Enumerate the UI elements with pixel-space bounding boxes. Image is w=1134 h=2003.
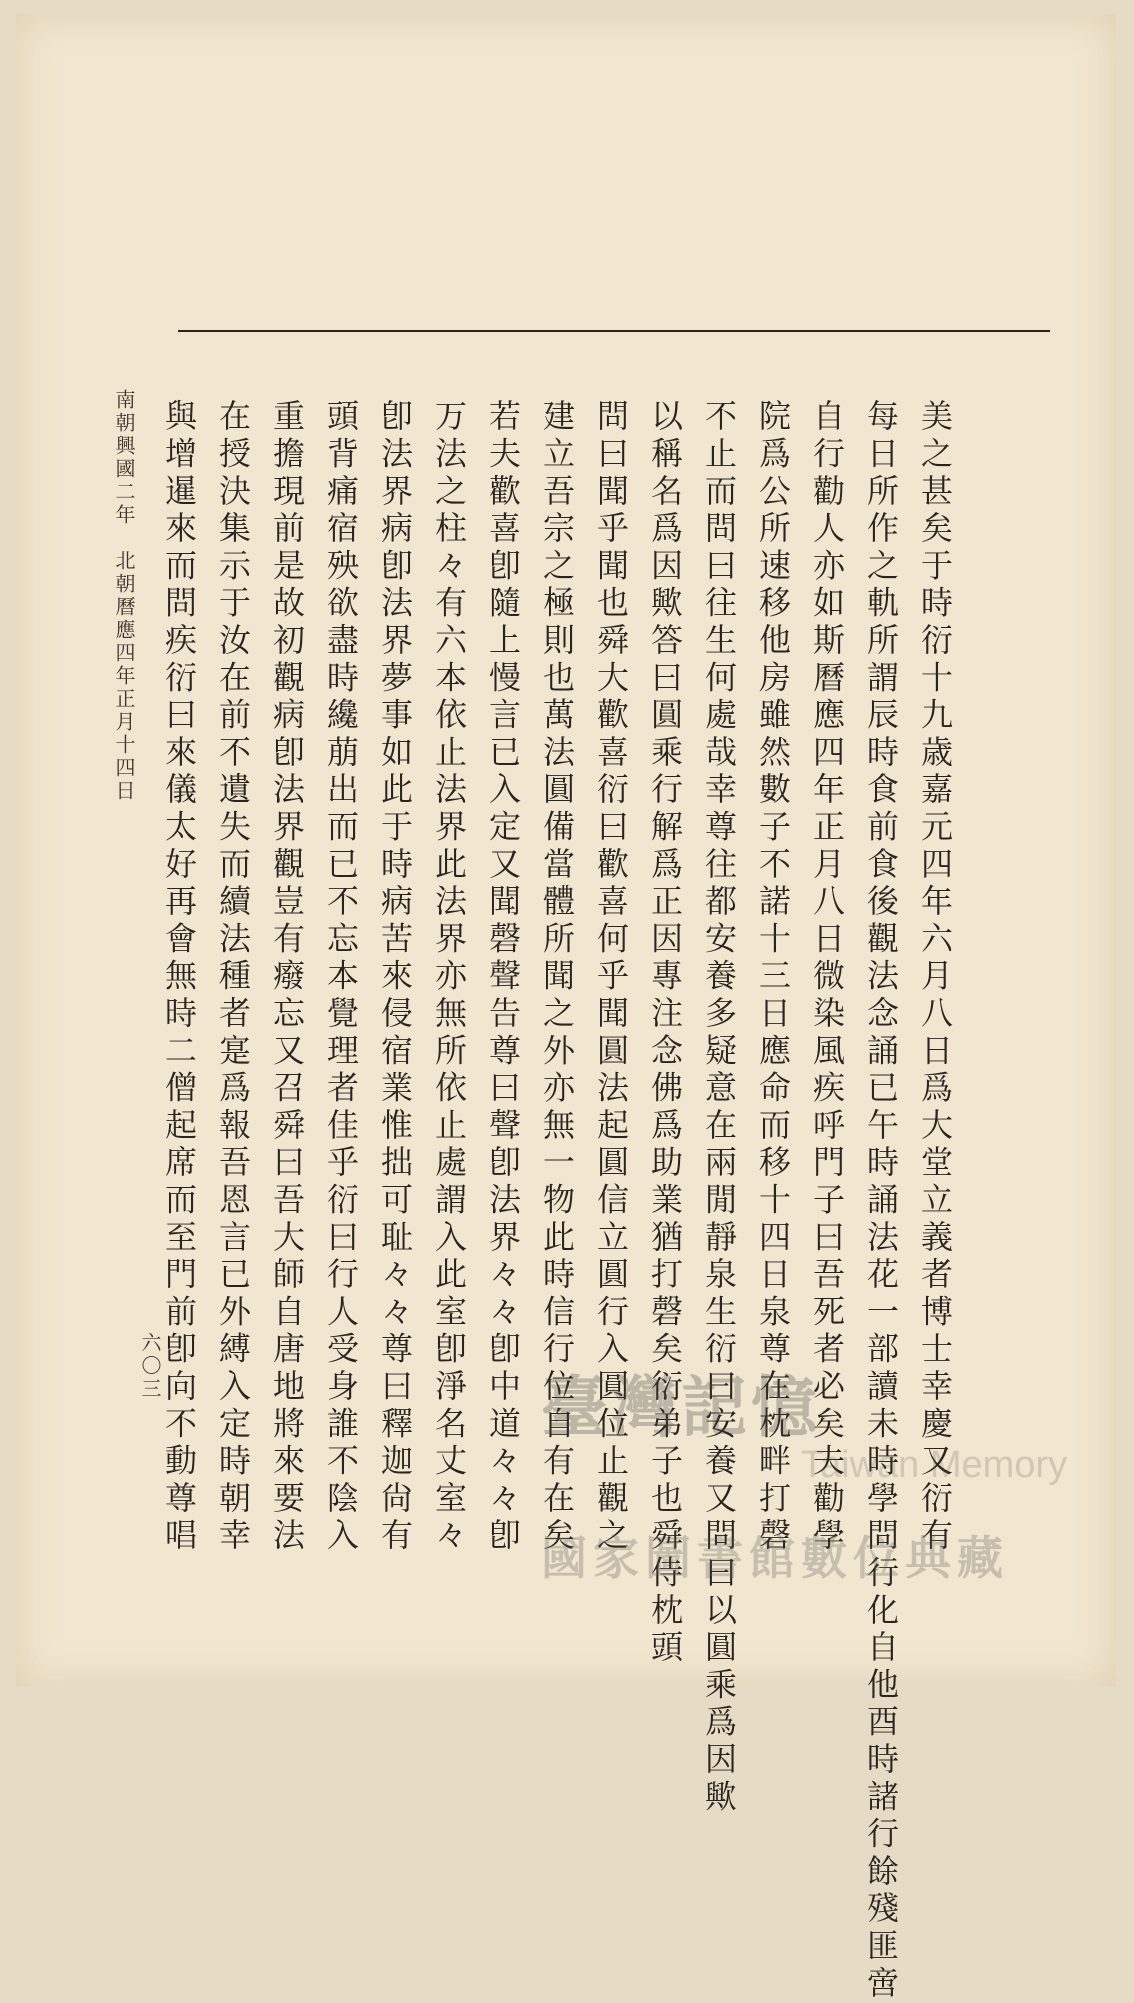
document-page: [16, 14, 1116, 2003]
text-column-15: 與增暹來而問疾衍曰來儀太好再會無時二僧起席而至門前卽向不動尊唱: [160, 399, 198, 1556]
header-rule: [178, 330, 1050, 332]
text-column-4: 院爲公所速移他房雖然數子不諾十三日應命而移十四日泉尊在枕畔打磬: [754, 399, 792, 1556]
text-column-9: 若夫歡喜卽隨上慢言已入定又聞磬聲告尊曰聲卽法界々々卽中道々々卽: [484, 399, 522, 1556]
page-number: 六〇三: [138, 1332, 162, 1401]
watermark-subtitle: Taiwan Memory: [801, 1444, 1068, 1486]
text-column-3: 自行勸人亦如斯曆應四年正月八日微染風疾呼門子曰吾死者必矣夫勸學: [808, 399, 846, 1556]
text-column-11: 卽法界病卽法界夢事如此于時病苦來侵宿業惟拙可耻々々尊曰釋迦尙有: [376, 399, 414, 1556]
text-column-13: 重擔現前是故初觀病卽法界觀豈有癈忘又召舜曰吾大師自唐地將來要法: [268, 399, 306, 1556]
text-column-10: 万法之柱々有六本依止法界此法界亦無所依止處謂入此室卽淨名丈室々: [430, 399, 468, 1556]
text-column-8: 建立吾宗之極則也萬法圓備當體所聞之外亦無一物此時信行位自有在矣: [538, 399, 576, 1556]
text-column-14: 在授決集示于汝在前不遺失而續法種者寔爲報吾恩言已外縛入定時朝幸: [214, 399, 252, 1556]
watermark-library-name: 國家圖書館數位典藏: [541, 1531, 1009, 1585]
text-column-2: 每日所作之軌所謂辰時食前食後觀法念誦已午時誦法花一部讀未時學問行化自他酉時諸行餘殘匪啻: [862, 399, 900, 2003]
text-column-12: 頭背痛宿殃欲盡時纔萠出而已不忘本覺理者佳乎衍曰行人受身誰不陰入: [322, 399, 360, 1556]
text-column-1: 美之甚矣于時衍十九歳嘉元四年六月八日爲大堂立義者博士幸慶又衍有: [916, 399, 954, 1556]
text-column-6: 以稱名爲因歟答曰圓乘行解爲正因專注念佛爲助業猶打磬矣衍弟子也舜侍枕頭: [646, 399, 684, 1668]
text-column-5: 不止而問曰往生何處哉幸尊往都安養多疑意在兩閒靜泉生衍曰安養又問曰以圓乘爲因歟: [700, 399, 738, 1817]
text-column-7: 問曰聞乎聞也舜大歡喜衍曰歡喜何乎聞圓法起圓信立圓行入圓位止觀之: [592, 399, 630, 1556]
watermark-logo-text: 臺灣記憶: [541, 1368, 821, 1446]
footer-date: 南朝興國二年 北朝曆應四年正月十四日: [112, 389, 136, 803]
